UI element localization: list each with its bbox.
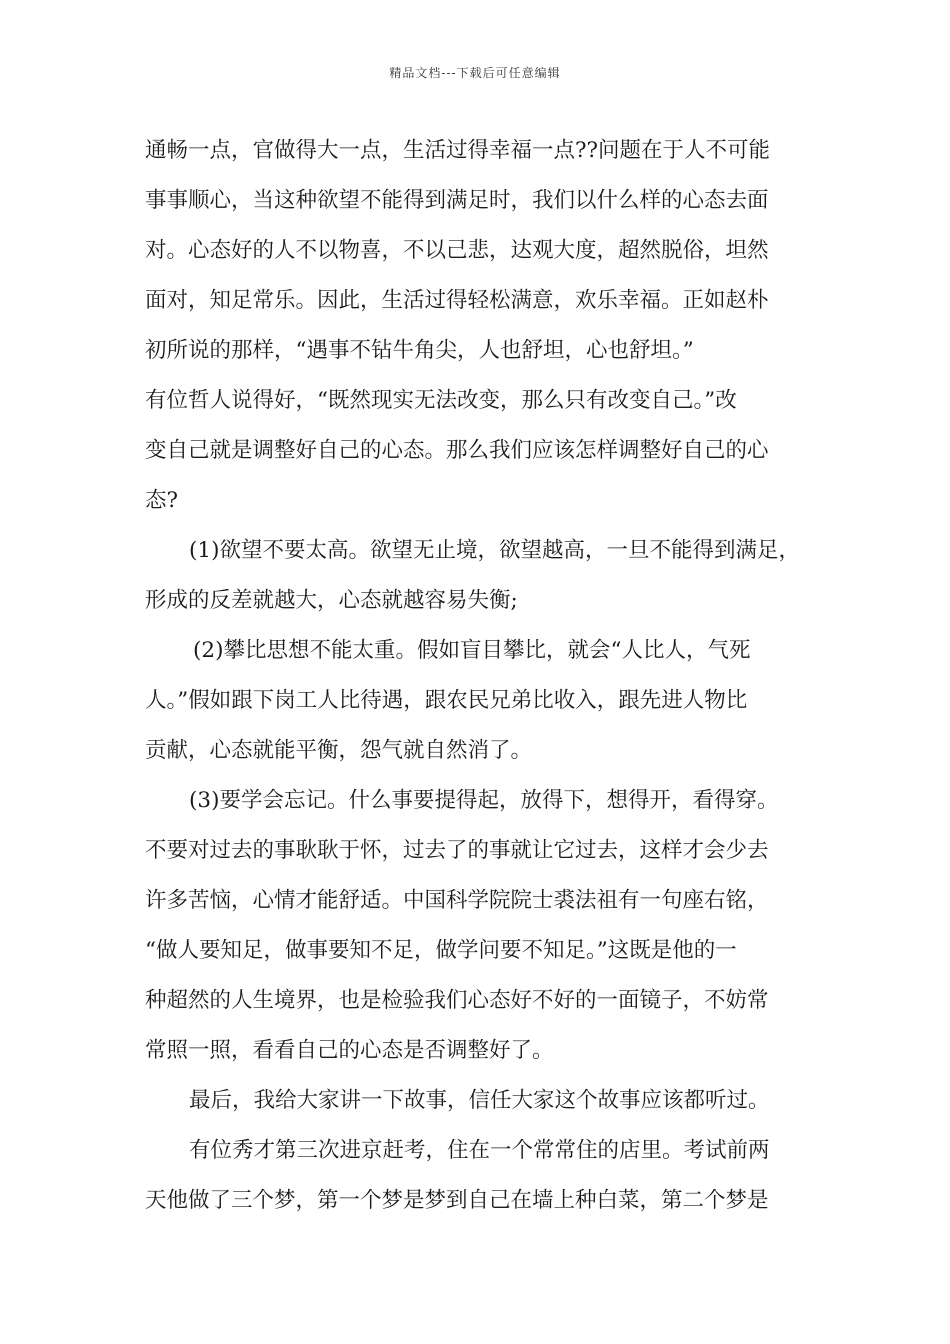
text-line: 通畅一点，官做得大一点，生活过得幸福一点??问题在于人不可能: [145, 138, 771, 163]
text-line: 许多苦恼，心情才能舒适。中国科学院院士裘法祖有一句座右铭，: [145, 888, 769, 913]
text-line: (3)要学会忘记。什么事要提得起，放得下，想得开，看得穿。: [189, 788, 779, 813]
text-line: (1)欲望不要太高。欲望无止境，欲望越高，一旦不能得到满足，: [189, 538, 800, 563]
text-line: 人。”假如跟下岗工人比待遇，跟农民兄弟比收入，跟先进人物比: [145, 688, 748, 713]
text-line: 天他做了三个梦，第一个梦是梦到自己在墙上种白菜，第二个梦是: [145, 1188, 769, 1213]
text-line: 不要对过去的事耿耿于怀，过去了的事就让它过去，这样才会少去: [145, 838, 769, 863]
text-line: 贡献，心态就能平衡，怨气就自然消了。: [145, 738, 533, 763]
document-body: [145, 126, 813, 1226]
text-line: 种超然的人生境界，也是检验我们心态好不好的一面镜子，不妨常: [145, 988, 769, 1013]
text-line: 最后，我给大家讲一下故事，信任大家这个故事应该都听过。: [189, 1088, 770, 1113]
text-line: 事事顺心，当这种欲望不能得到满足时，我们以什么样的心态去面: [145, 188, 769, 213]
page-header: 精品文档---下载后可任意编辑: [389, 66, 561, 80]
text-line: 常照一照，看看自己的心态是否调整好了。: [145, 1038, 554, 1063]
text-line: 有位哲人说得好，“既然现实无法改变，那么只有改变自己。”改: [145, 388, 737, 413]
text-line: 对。心态好的人不以物喜，不以己悲，达观大度，超然脱俗，坦然: [145, 238, 769, 263]
text-line: 形成的反差就越大，心态就越容易失衡;: [145, 588, 518, 613]
text-line: 有位秀才第三次进京赶考，住在一个常常住的店里。考试前两: [189, 1138, 770, 1163]
text-line: 变自己就是调整好自己的心态。那么我们应该怎样调整好自己的心: [145, 438, 769, 463]
text-line: 态?: [145, 488, 179, 513]
text-line: (2)攀比思想不能太重。假如盲目攀比，就会“人比人，气死: [193, 638, 751, 663]
text-line: 初所说的那样，“遇事不钻牛角尖，人也舒坦，心也舒坦。”: [145, 338, 694, 363]
text-line: “做人要知足，做事要知不足，做学问要不知足。”这既是他的一: [145, 938, 737, 963]
text-line: 面对，知足常乐。因此，生活过得轻松满意，欢乐幸福。正如赵朴: [145, 288, 769, 313]
